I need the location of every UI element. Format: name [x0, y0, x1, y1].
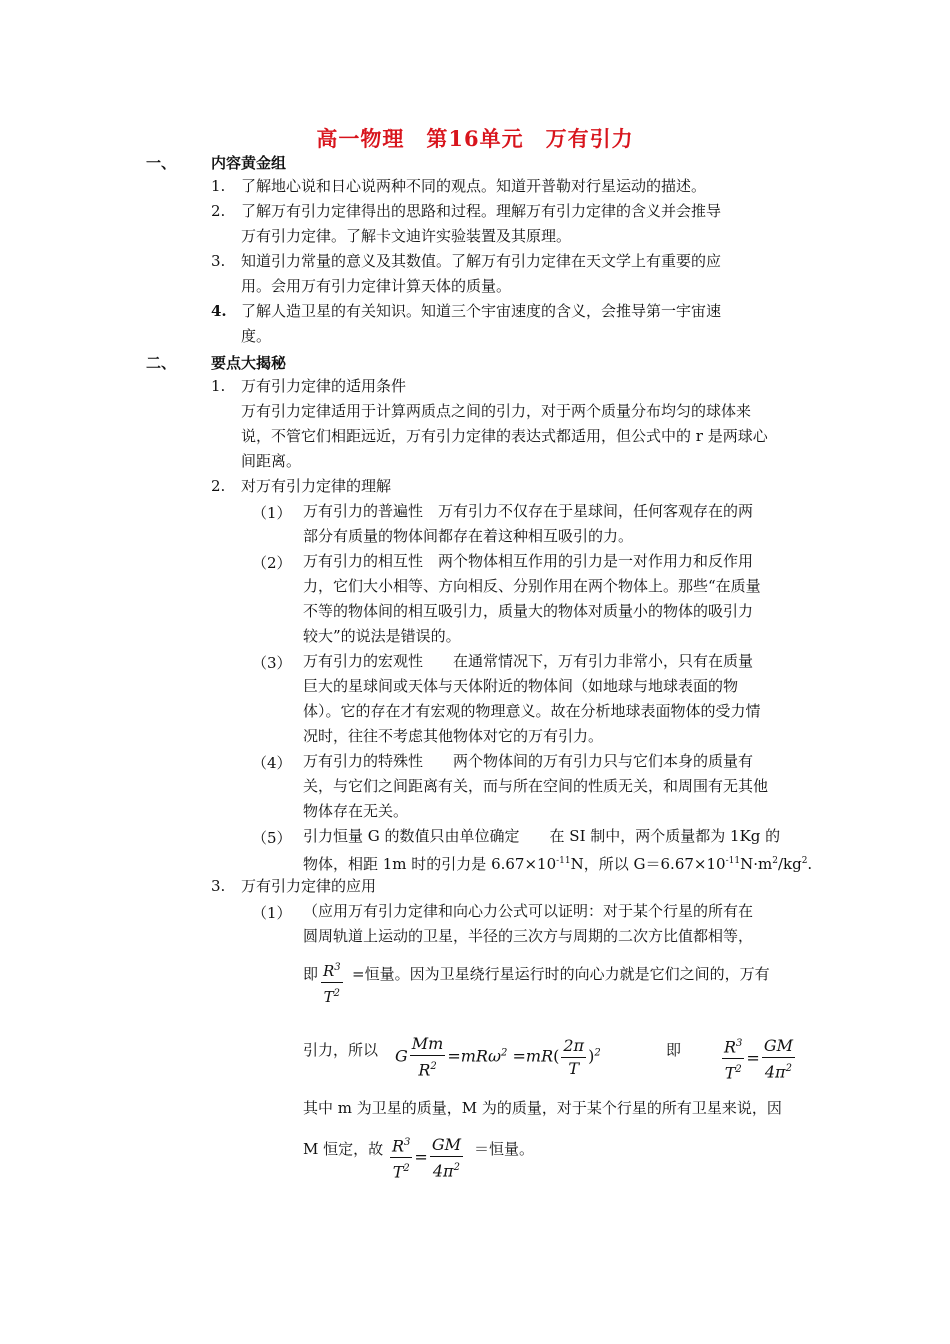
page-title: 高一物理 第16单元 万有引力	[316, 126, 634, 151]
text-span: N·m	[740, 855, 773, 873]
paragraph-line	[303, 849, 812, 876]
list-item-text: 万有引力定律的适用条件	[241, 377, 407, 395]
list-number: 4.	[211, 302, 227, 320]
paragraph-line: 体）。它的存在才有宏观的物理意义。故在分析地球表面物体的受力情	[303, 702, 761, 720]
paragraph-line: 万有引力的普遍性 万有引力不仅存在于星球间，任何客观存在的两	[303, 502, 754, 520]
formula-kepler-constant: $\frac{R^3}{T^2}$ = $\frac{GM}{4\pi^2}$	[388, 1132, 465, 1184]
sub-number: （2）	[252, 554, 292, 572]
paragraph-line: 较大”的说法是错误的。	[303, 627, 461, 645]
section-number: 一、	[146, 154, 177, 172]
sub-number: （1）	[252, 904, 292, 922]
sub-number: （4）	[252, 754, 292, 772]
sub-number: （5）	[252, 829, 292, 847]
formula-kepler-third: $\frac{R^3}{T^2}$ = $\frac{GM}{4\pi^2}$	[720, 1033, 797, 1085]
text-span: 物体，相距 1m 时的引力是 6.67×10	[303, 855, 557, 873]
list-number: 1.	[211, 377, 226, 395]
text-span: .	[807, 855, 813, 873]
list-item-text: 度。	[241, 327, 272, 345]
superscript: -11	[556, 856, 571, 866]
paragraph-line: =恒量。因为卫星绕行星运行时的向心力就是它们之间的，万有	[352, 965, 770, 983]
section-heading: 要点大揭秘	[211, 354, 287, 372]
superscript: 2	[772, 856, 778, 866]
list-number: 3.	[211, 252, 226, 270]
list-number: 2.	[211, 202, 226, 220]
paragraph-line: 间距离。	[241, 452, 302, 470]
text-span: /kg	[777, 855, 802, 873]
list-item-text: 了解万有引力定律得出的思路和过程。理解万有引力定律的含义并会推导	[241, 202, 722, 220]
paragraph-line: 万有引力的宏观性 在通常情况下，万有引力非常小，只有在质量	[303, 652, 754, 670]
paragraph-line: 万有引力的相互性 两个物体相互作用的引力是一对作用力和反作用	[303, 552, 754, 570]
section-number: 二、	[146, 354, 177, 372]
paragraph-line: 万有引力定律适用于计算两质点之间的引力，对于两个质量分布均匀的球体来	[241, 402, 752, 420]
list-number: 2.	[211, 477, 226, 495]
text-span: N，所以 G＝6.67×10	[570, 855, 726, 873]
paragraph-line: 圆周轨道上运动的卫星，半径的三次方与周期的二次方比值都相等，	[303, 927, 754, 945]
paragraph-line: 关，与它们之间距离有关，而与所在空间的性质无关，和周围有无其他	[303, 777, 769, 795]
list-item-text: 知道引力常量的意义及其数值。了解万有引力定律在天文学上有重要的应	[241, 252, 722, 270]
list-item-text: 万有引力定律。了解卡文迪许实验装置及其原理。	[241, 227, 572, 245]
list-number: 3.	[211, 877, 226, 895]
list-number: 1.	[211, 177, 226, 195]
paragraph-line: 不等的物体间的相互吸引力，质量大的物体对质量小的物体的吸引力	[303, 602, 754, 620]
paragraph-line: 万有引力的特殊性 两个物体间的万有引力只与它们本身的质量有	[303, 752, 754, 770]
paragraph-line: 况时，往往不考虑其他物体对它的万有引力。	[303, 727, 604, 745]
sub-number: （3）	[252, 654, 292, 672]
text-span: M 恒定，故	[303, 1140, 384, 1158]
list-item-text: 了解地心说和日心说两种不同的观点。知道开普勒对行星运动的描述。	[241, 177, 707, 195]
list-item-text: 对万有引力定律的理解	[241, 477, 392, 495]
text-ji: 即	[666, 1041, 682, 1059]
paragraph-line: 其中 m 为卫星的质量，M 为的质量，对于某个行星的所有卫星来说，因	[303, 1099, 782, 1117]
formula-gravity-centripetal: G $\frac{Mm}{R^2}$ =mRω$^2$ =mR( $\frac{2\pi}{T}$ )$^2$	[395, 1034, 601, 1080]
text-span: ＝恒量。	[474, 1140, 535, 1158]
list-item-text: 了解人造卫星的有关知识。知道三个宇宙速度的含义，会推导第一宇宙速	[241, 302, 722, 320]
paragraph-line: 引力恒量 G 的数值只由单位确定 在 SI 制中，两个质量都为 1Kg 的	[303, 827, 781, 845]
text-ji: 即	[303, 965, 319, 983]
list-item-text: 用。会用万有引力定律计算天体的质量。	[241, 277, 512, 295]
text-span: 引力，所以	[303, 1041, 379, 1059]
paragraph-line: 物体存在无关。	[303, 802, 409, 820]
paragraph-line: 力，它们大小相等、方向相反、分别作用在两个物体上。那些“在质量	[303, 577, 761, 595]
superscript: 2	[801, 856, 808, 866]
paragraph-line: 部分有质量的物体间都存在着这种相互吸引的力。	[303, 527, 634, 545]
superscript: -11	[725, 856, 741, 866]
paragraph-line: 巨大的星球间或天体与天体附近的物体间（如地球与地球表面的物	[303, 677, 739, 695]
section-heading: 内容黄金组	[211, 154, 287, 172]
paragraph-line: 说，不管它们相距远近，万有引力定律的表达式都适用，但公式中的 r 是两球心	[241, 427, 768, 445]
list-item-text: 万有引力定律的应用	[241, 877, 377, 895]
paragraph-line: （应用万有引力定律和向心力公式可以证明：对于某个行星的所有在	[303, 902, 754, 920]
sub-number: （1）	[252, 504, 292, 522]
formula-r3-t2: $\frac{R^3}{T^2}$	[319, 957, 345, 1008]
